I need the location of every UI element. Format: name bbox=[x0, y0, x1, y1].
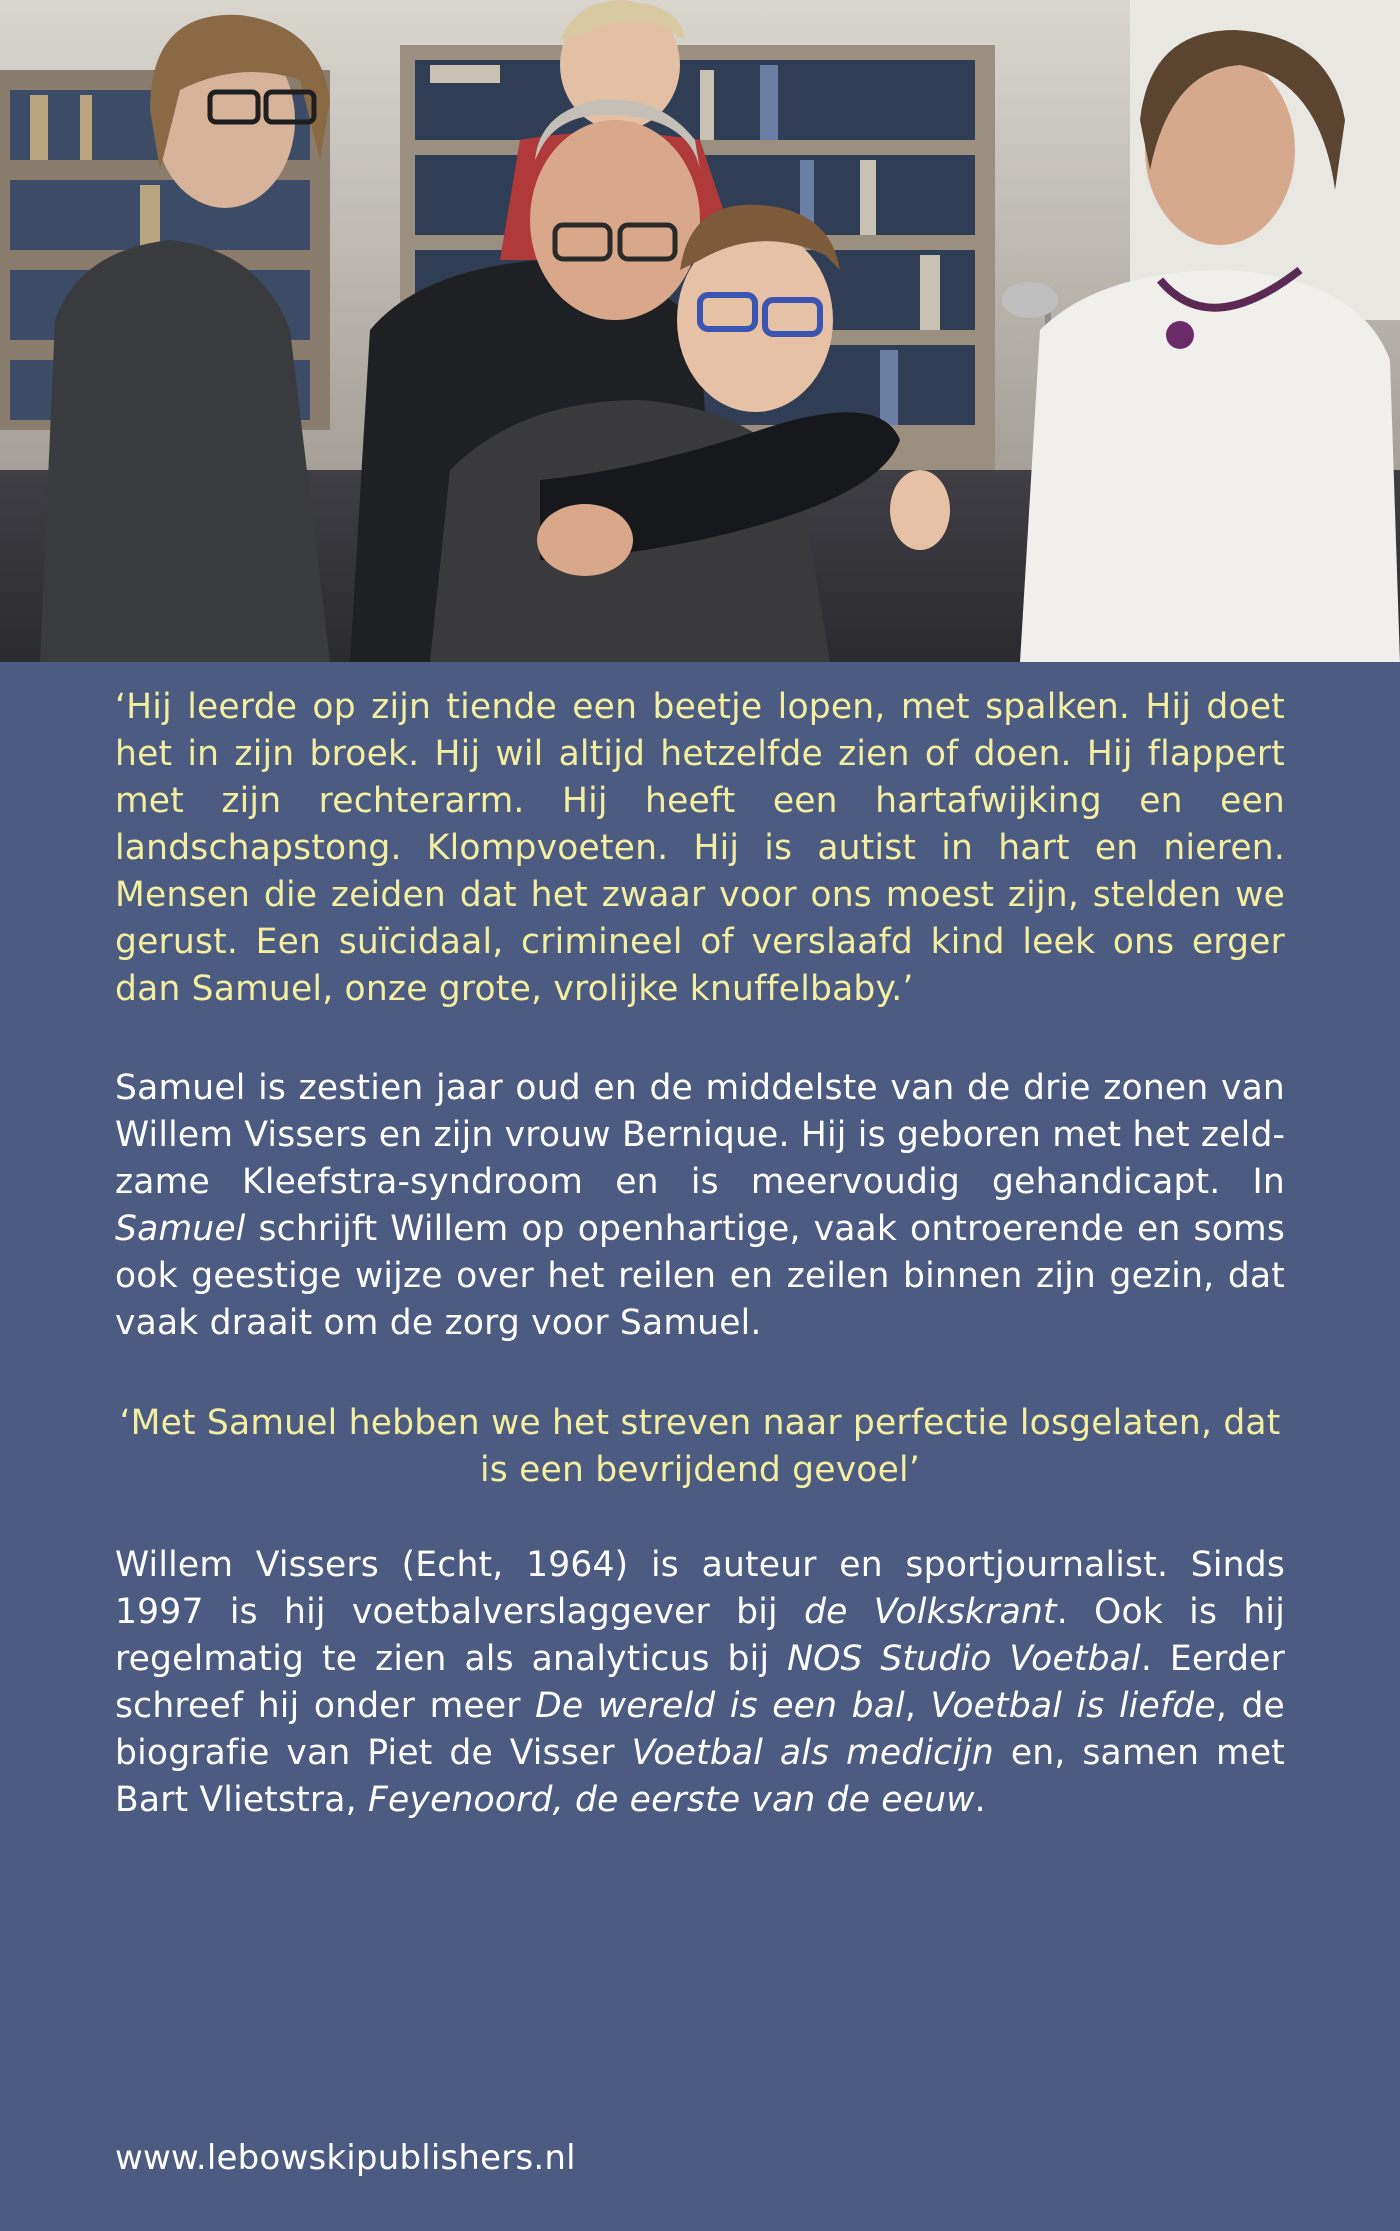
blurb-text-1: Samuel is zestien jaar oud en de middelste van de drie zonen van Willem Vissers en zijn vrouw Bernique. Hij is geboren met het zeldzame Kleefstra-syndroom en is meervoudig gehandicapt. In bbox=[115, 1068, 1285, 1202]
family-photo bbox=[0, 0, 1400, 662]
author-bio bbox=[115, 1542, 1285, 1824]
book-blurb bbox=[115, 1065, 1285, 1347]
publisher-website-link[interactable]: www.lebowskipublishers.nl bbox=[115, 2138, 576, 2178]
bio-title: De wereld is een bal bbox=[535, 1686, 905, 1726]
bio-text: . bbox=[974, 1780, 986, 1820]
pull-quote: ‘Met Samuel hebben we het streven naar perfectie losgelaten, dat is een bevrijdend gevoel’ bbox=[119, 1403, 1281, 1490]
bio-text: , bbox=[904, 1686, 931, 1726]
text-panel bbox=[0, 662, 1400, 2231]
intro-quote: ‘Hij leerde op zijn tiende een beetje lopen, met spalken. Hij doet het in zijn broek. Hij wil altijd hetzelfde zien of doen. Hij flappert met zijn rechterarm. Hij heeft een hartafwijking en een landschapstong. Klompvoeten. Hij is autist in hart en nieren. Mensen die zeiden dat het zwaar voor ons moest zijn, stelden we gerust. Een suïcidaal, crimineel of verslaafd kind leek ons erger dan Samuel, onze grote, vrolijke knuffelbaby.’ bbox=[115, 687, 1285, 1009]
bio-text: Willem Vissers (Echt, 1964) is auteur en sportjournalist. Sinds 1997 is hij voetbalverslaggever bij bbox=[115, 1545, 1285, 1632]
bio-title: Voetbal als medicijn bbox=[631, 1733, 994, 1773]
family-photo-illustration bbox=[0, 0, 1400, 662]
bio-title: NOS Studio Voetbal bbox=[787, 1639, 1141, 1679]
bio-title: Feyenoord, de eerste van de eeuw bbox=[367, 1780, 975, 1820]
blurb-book-title: Samuel bbox=[115, 1209, 246, 1249]
bio-text: . Ook is hij regelmatig te zien als analyticus bij bbox=[115, 1592, 1285, 1679]
blurb-text-2: schrijft Willem op openhartige, vaak ontroerende en soms ook geestige wijze over het reilen en zeilen binnen zijn gezin, dat vaak draait om de zorg voor Samuel. bbox=[115, 1209, 1285, 1343]
bio-text: . Eerder schreef hij onder meer bbox=[115, 1639, 1285, 1726]
bio-text: , de biografie van Piet de Visser bbox=[115, 1686, 1285, 1773]
bio-text: en, samen met Bart Vlietstra, bbox=[115, 1733, 1285, 1820]
bio-title: de Volkskrant bbox=[804, 1592, 1057, 1632]
bio-title: Voetbal is liefde bbox=[930, 1686, 1216, 1726]
